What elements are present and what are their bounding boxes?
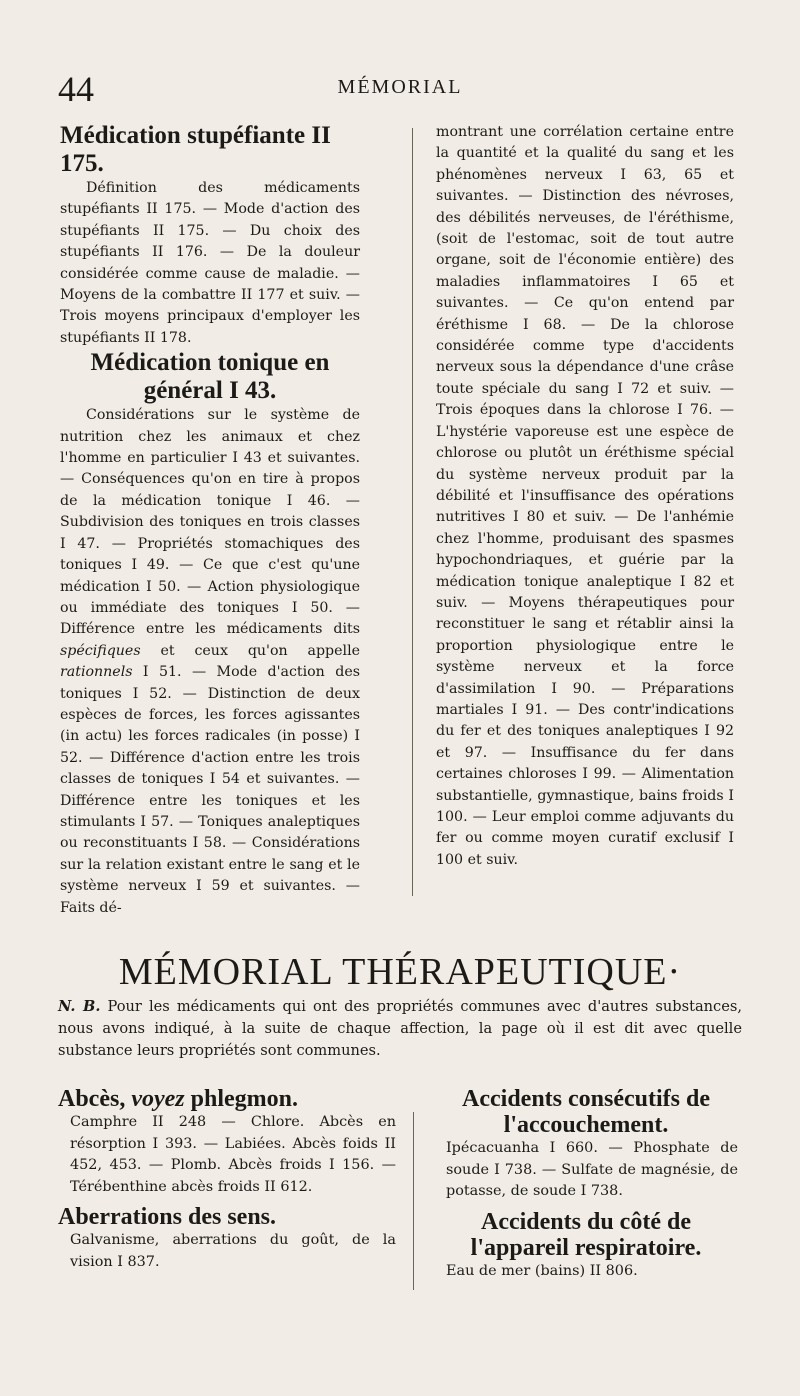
page-number: 44 xyxy=(58,69,94,109)
entry-head-tail: phlegmon. xyxy=(184,1086,298,1112)
nota-bene-lead: N. B. xyxy=(58,998,101,1015)
running-title: MÉMORIAL xyxy=(337,76,463,98)
nota-bene-text: Pour les médicaments qui ont des propriétés communes avec d'autres substances, nous avons indiqué, à la suite de chaque affection, la page où il est dit avec quelle substance leurs propriétés sont communes. xyxy=(58,998,742,1059)
term-specifiques: spécifiques xyxy=(60,642,141,659)
paragraph-toniques xyxy=(60,405,360,919)
toniques-text-b: et ceux qu'on appelle xyxy=(140,642,360,659)
entry-accidents-accouchement xyxy=(434,1086,738,1203)
entry-body-accouchement: Ipécacuanha I 660. — Phosphate de soude I 738. — Sulfate de magnésie, de potasse, de soude I 738. xyxy=(446,1140,738,1199)
entries-right-column xyxy=(434,1086,738,1288)
entry-body-respiratoire: Eau de mer (bains) II 806. xyxy=(446,1262,638,1279)
entry-aberrations xyxy=(58,1204,396,1273)
entry-body-abces: Camphre II 248 — Chlore. Abcès en résorption I 393. — Labiées. Abcès foids II 452, 453. — Plomb. Abcès froids I 156. — Térébenthine abcès froids II 612. xyxy=(70,1114,396,1195)
column-divider xyxy=(412,128,413,896)
entries-left-column xyxy=(58,1086,396,1279)
entry-head-aberrations: Aberrations des sens. xyxy=(58,1204,277,1230)
heading-medication-tonique: Médication tonique en général I 43. xyxy=(90,349,330,405)
entry-abces xyxy=(58,1086,396,1198)
nota-bene xyxy=(58,996,742,1062)
entry-accidents-respiratoire xyxy=(434,1209,738,1283)
right-column xyxy=(436,122,734,871)
entry-head-voyez: voyez xyxy=(131,1086,185,1112)
memorial-title: MÉMORIAL THÉRAPEUTIQUE· xyxy=(118,951,682,993)
entry-head-text: Abcès, xyxy=(58,1086,132,1112)
term-rationnels: rationnels xyxy=(60,664,133,681)
entry-head-respiratoire: Accidents du côté de l'appareil respiratoire. xyxy=(470,1208,702,1261)
left-column xyxy=(60,122,360,919)
paragraph-continuation: montrant une corrélation certaine entre la quantité et la qualité du sang et les phénomènes nerveux I 63, 65 et suivantes. — Distinction des névroses, des débilités nerveuses, de l'éréthisme, (soit de l'estomac, soit de tout autre organe, soit de l'économie entière) des maladies inflammatoires I 65 et suivantes. — Ce qu'on entend par éréthisme I 68. — De la chlorose considérée comme type d'accidents nerveux sous la dépendance d'une crâse toute spéciale du sang I 72 et suiv. — Trois époques dans la chlorose I 76. — L'hystérie vaporeuse est une espèce de chlorose ou plutôt un éréthisme spécial du système nerveux produit par la débilité et l'insuffisance des opérations nutritives I 80 et suiv. — De l'anhémie chez l'homme, produisant des spasmes hypochondriaques, et guérie par la médication tonique analeptique I 82 et suiv. — Moyens thérapeutiques pour reconstituer le sang et rétablir ainsi la proportion physiologique entre le système nerveux et la force d'assimilation I 90. — Préparations martiales I 91. — Des contr'indications du fer et des toniques analeptiques I 92 et 97. — Insuffisance du fer dans certaines chloroses I 99. — Alimentation substantielle, gymnastique, bains froids I 100. — Leur emploi comme adjuvants du fer ou comme moyen curatif exclusif I 100 et suiv. xyxy=(436,124,734,868)
entry-head-abces xyxy=(58,1086,396,1112)
heading-medication-stupefiante: Médication stupéfiante II 175. xyxy=(60,122,331,177)
entries-column-divider xyxy=(413,1112,414,1290)
entry-head-accouchement: Accidents consécutifs de l'accouchement. xyxy=(462,1086,710,1138)
paragraph-stupefiants: Définition des médicaments stupéfiants II 175. — Mode d'action des stupéfiants II 175. — Du choix des stupéfiants II 176. — De la douleur considérée comme cause de maladie. — Moyens de la combattre II 177 et suiv. — Trois moyens principaux d'employer les stupéfiants II 178. xyxy=(60,180,360,346)
toniques-text-a: Considérations sur le système de nutrition chez les animaux et chez l'homme en particulier I 43 et suivantes. — Conséquences qu'on en tire à propos de la médication tonique I 46. — Subdivision des toniques en trois classes I 47. — Propriétés stomachiques des toniques I 49. — Ce que c'est qu'une médication I 50. — Action physiologique ou immédiate des toniques I 50. — Différence entre les médicaments dits xyxy=(60,407,360,638)
entry-body-aberrations: Galvanisme, aberrations du goût, de la vision I 837. xyxy=(70,1232,396,1270)
toniques-text-c: I 51. — Mode d'action des toniques I 52. — Distinction de deux espèces de forces, les forces agissantes (in actu) les forces radicales (in posse) I 52. — Différence d'action entre les trois classes de toniques I 54 et suivantes. — Différence entre les toniques et les stimulants I 57. — Toniques analeptiques ou reconstituants I 58. — Considérations sur la relation existant entre le sang et le système nerveux I 59 et suivantes. — Faits dé- xyxy=(60,664,360,916)
